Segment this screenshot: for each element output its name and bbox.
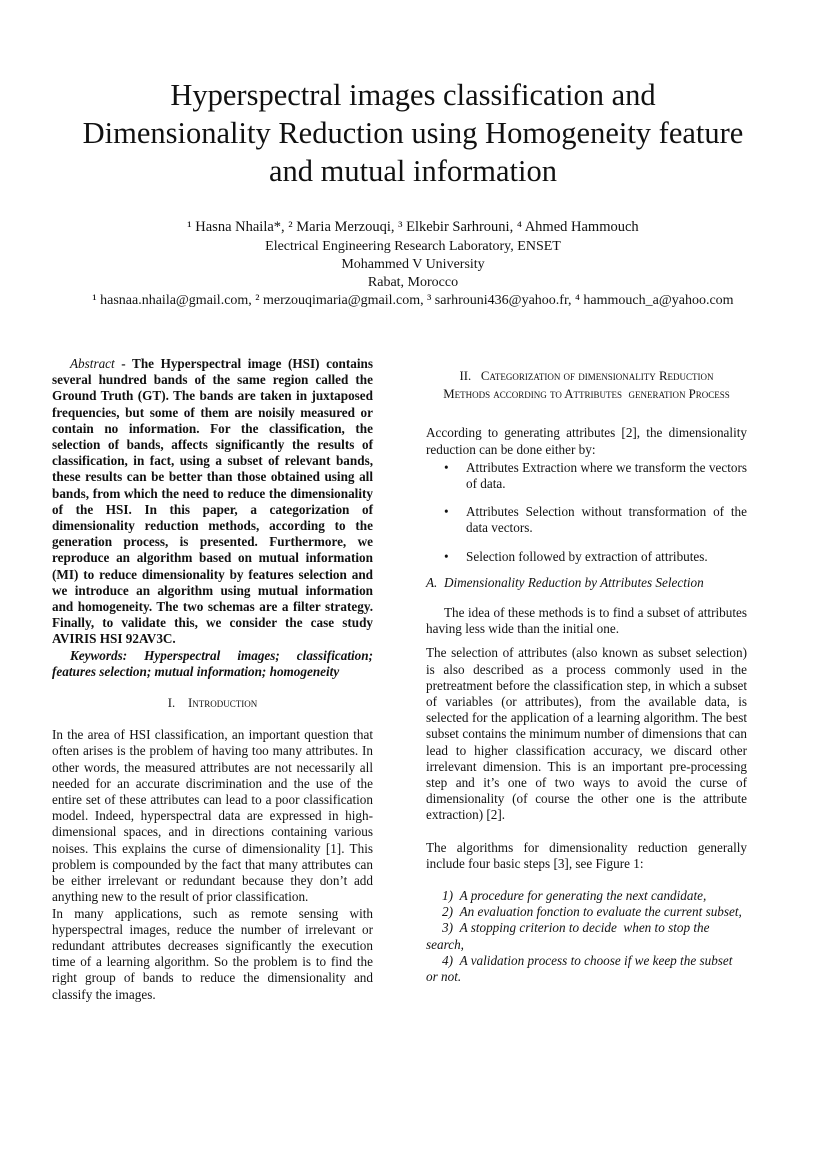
section-heading-categorization bbox=[426, 368, 747, 402]
paragraph: In many applications, such as remote sensing with hyperspectral images, reduce the number of irrelevant or redundant attributes decreases significantly the execution time of a learning algorithm. So the problem is to find the right group of bands to reduce the dimensionality and classify the images. bbox=[52, 905, 373, 1002]
paragraph: In the area of HSI classification, an important question that often arises is the problem of having too many attributes. In other words, the measured attributes are not necessarily all needed for an accurate discrimination and the use of the entire set of these attributes can lead to a poor classification model. Indeed, hyperspectral data are expressed in high-dimensional spaces, and in directions containing various noises. This explains the curse of dimensionality [1]. This problem is compounded by the fact that many attributes can be either irrelevant or redundant because they don’t add anything new to the result of prior classification. bbox=[52, 727, 373, 905]
subsection-heading: A. Dimensionality Reduction by Attributes Selection bbox=[426, 574, 704, 590]
bullet-icon: • bbox=[444, 459, 449, 475]
keywords: Keywords: Hyperspectral images; classification; features selection; mutual information; homogeneity bbox=[52, 647, 373, 679]
paper-title bbox=[40, 76, 786, 190]
section-heading-introduction bbox=[52, 695, 373, 711]
step-item: 1) A procedure for generating the next candidate, bbox=[442, 888, 707, 904]
paragraph: According to generating attributes [2], the dimensionality reduction can be done either by: bbox=[426, 425, 747, 457]
author-names: ¹ Hasna Nhaila*, ² Maria Merzouqi, ³ Elkebir Sarhrouni, ⁴ Ahmed Hammouch bbox=[187, 219, 639, 235]
affiliation-line: Rabat, Morocco bbox=[367, 275, 459, 290]
bullet-list bbox=[426, 460, 747, 565]
list-item bbox=[426, 460, 747, 492]
left-column bbox=[52, 356, 373, 1003]
list-item bbox=[426, 549, 747, 565]
bullet-icon: • bbox=[444, 548, 449, 564]
affiliation-line: Electrical Engineering Research Laboratory, ENSET bbox=[265, 239, 561, 254]
step-item: 3) A stopping criterion to decide when to stop the search, bbox=[426, 920, 710, 952]
affiliation-line: Mohammed V University bbox=[341, 257, 485, 272]
list-item-text: Attributes Extraction where we transform the vectors of data. bbox=[466, 459, 747, 492]
list-item-text: Attributes Selection without transformation of the data vectors. bbox=[466, 504, 747, 536]
bullet-icon: • bbox=[444, 504, 449, 520]
title-line: Hyperspectral images classification and bbox=[170, 78, 656, 112]
abstract-text: - The Hyperspectral image (HSI) contains several hundred bands of the same region called the Ground Truth (GT). The bands are taken in juxtaposed frequencies, but some of them are noisily measured or contain no information. For the classification, the selection of bands, affects significantly the results of classification, in fact, using a subset of relevant bands, these results can be better than those obtained using all bands, from which the need to reduce the dimensionality of the HSI. In this paper, a categorization of dimensionality reduction methods, according to the generation process, is presented. Furthermore, we reproduce an algorithm based on mutual information (MI) to reduce dimensionality by features selection and we introduce an algorithm using mutual information and homogeneity. The two schemas are a filter strategy. Finally, to validate this, we consider the case study AVIRIS HSI 92AV3C. bbox=[52, 356, 373, 647]
step-item: 4) A validation process to choose if we keep the subset or not. bbox=[426, 952, 733, 985]
right-column bbox=[426, 356, 747, 985]
section-heading-line: II. Categorization of dimensionality Reduction bbox=[459, 369, 714, 383]
list-item-text: Selection followed by extraction of attributes. bbox=[466, 548, 708, 564]
title-line: and mutual information bbox=[269, 154, 557, 188]
section-heading-line: Methods according to Attributes generation Process bbox=[443, 387, 730, 402]
author-block bbox=[60, 218, 766, 310]
section-heading-text: I. Introduction bbox=[167, 696, 258, 711]
step-item: 2) An evaluation fonction to evaluate the current subset, bbox=[442, 904, 742, 920]
paragraph: The selection of attributes (also known as subset selection) is also described as a process commonly used in the pretreatment before the classification step, in which a subset of variables (or attributes), from the available data, is selected for the application of a learning algorithm. The best subset contains the minimum number of dimensions that can lead to higher classification accuracy, we discard other irrelevant dimension. This is an important pre-processing step and it’s one of two ways to avoid the curse of dimensionality (of course the other one is the attribute extraction) [2]. bbox=[426, 645, 747, 823]
author-emails: ¹ hasnaa.nhaila@gmail.com, ² merzouqimaria@gmail.com, ³ sarhrouni436@yahoo.fr, ⁴ hammouch_a@yahoo.com bbox=[92, 293, 734, 308]
abstract-label: Abstract bbox=[70, 356, 115, 371]
title-line: Dimensionality Reduction using Homogeneity feature bbox=[82, 116, 744, 150]
list-item bbox=[426, 504, 747, 536]
steps-list bbox=[426, 888, 747, 985]
abstract bbox=[52, 356, 373, 648]
paragraph: The idea of these methods is to find a subset of attributes having less wide than the initial one. bbox=[426, 605, 747, 637]
paragraph: The algorithms for dimensionality reduction generally include four basic steps [3], see Figure 1: bbox=[426, 839, 747, 871]
